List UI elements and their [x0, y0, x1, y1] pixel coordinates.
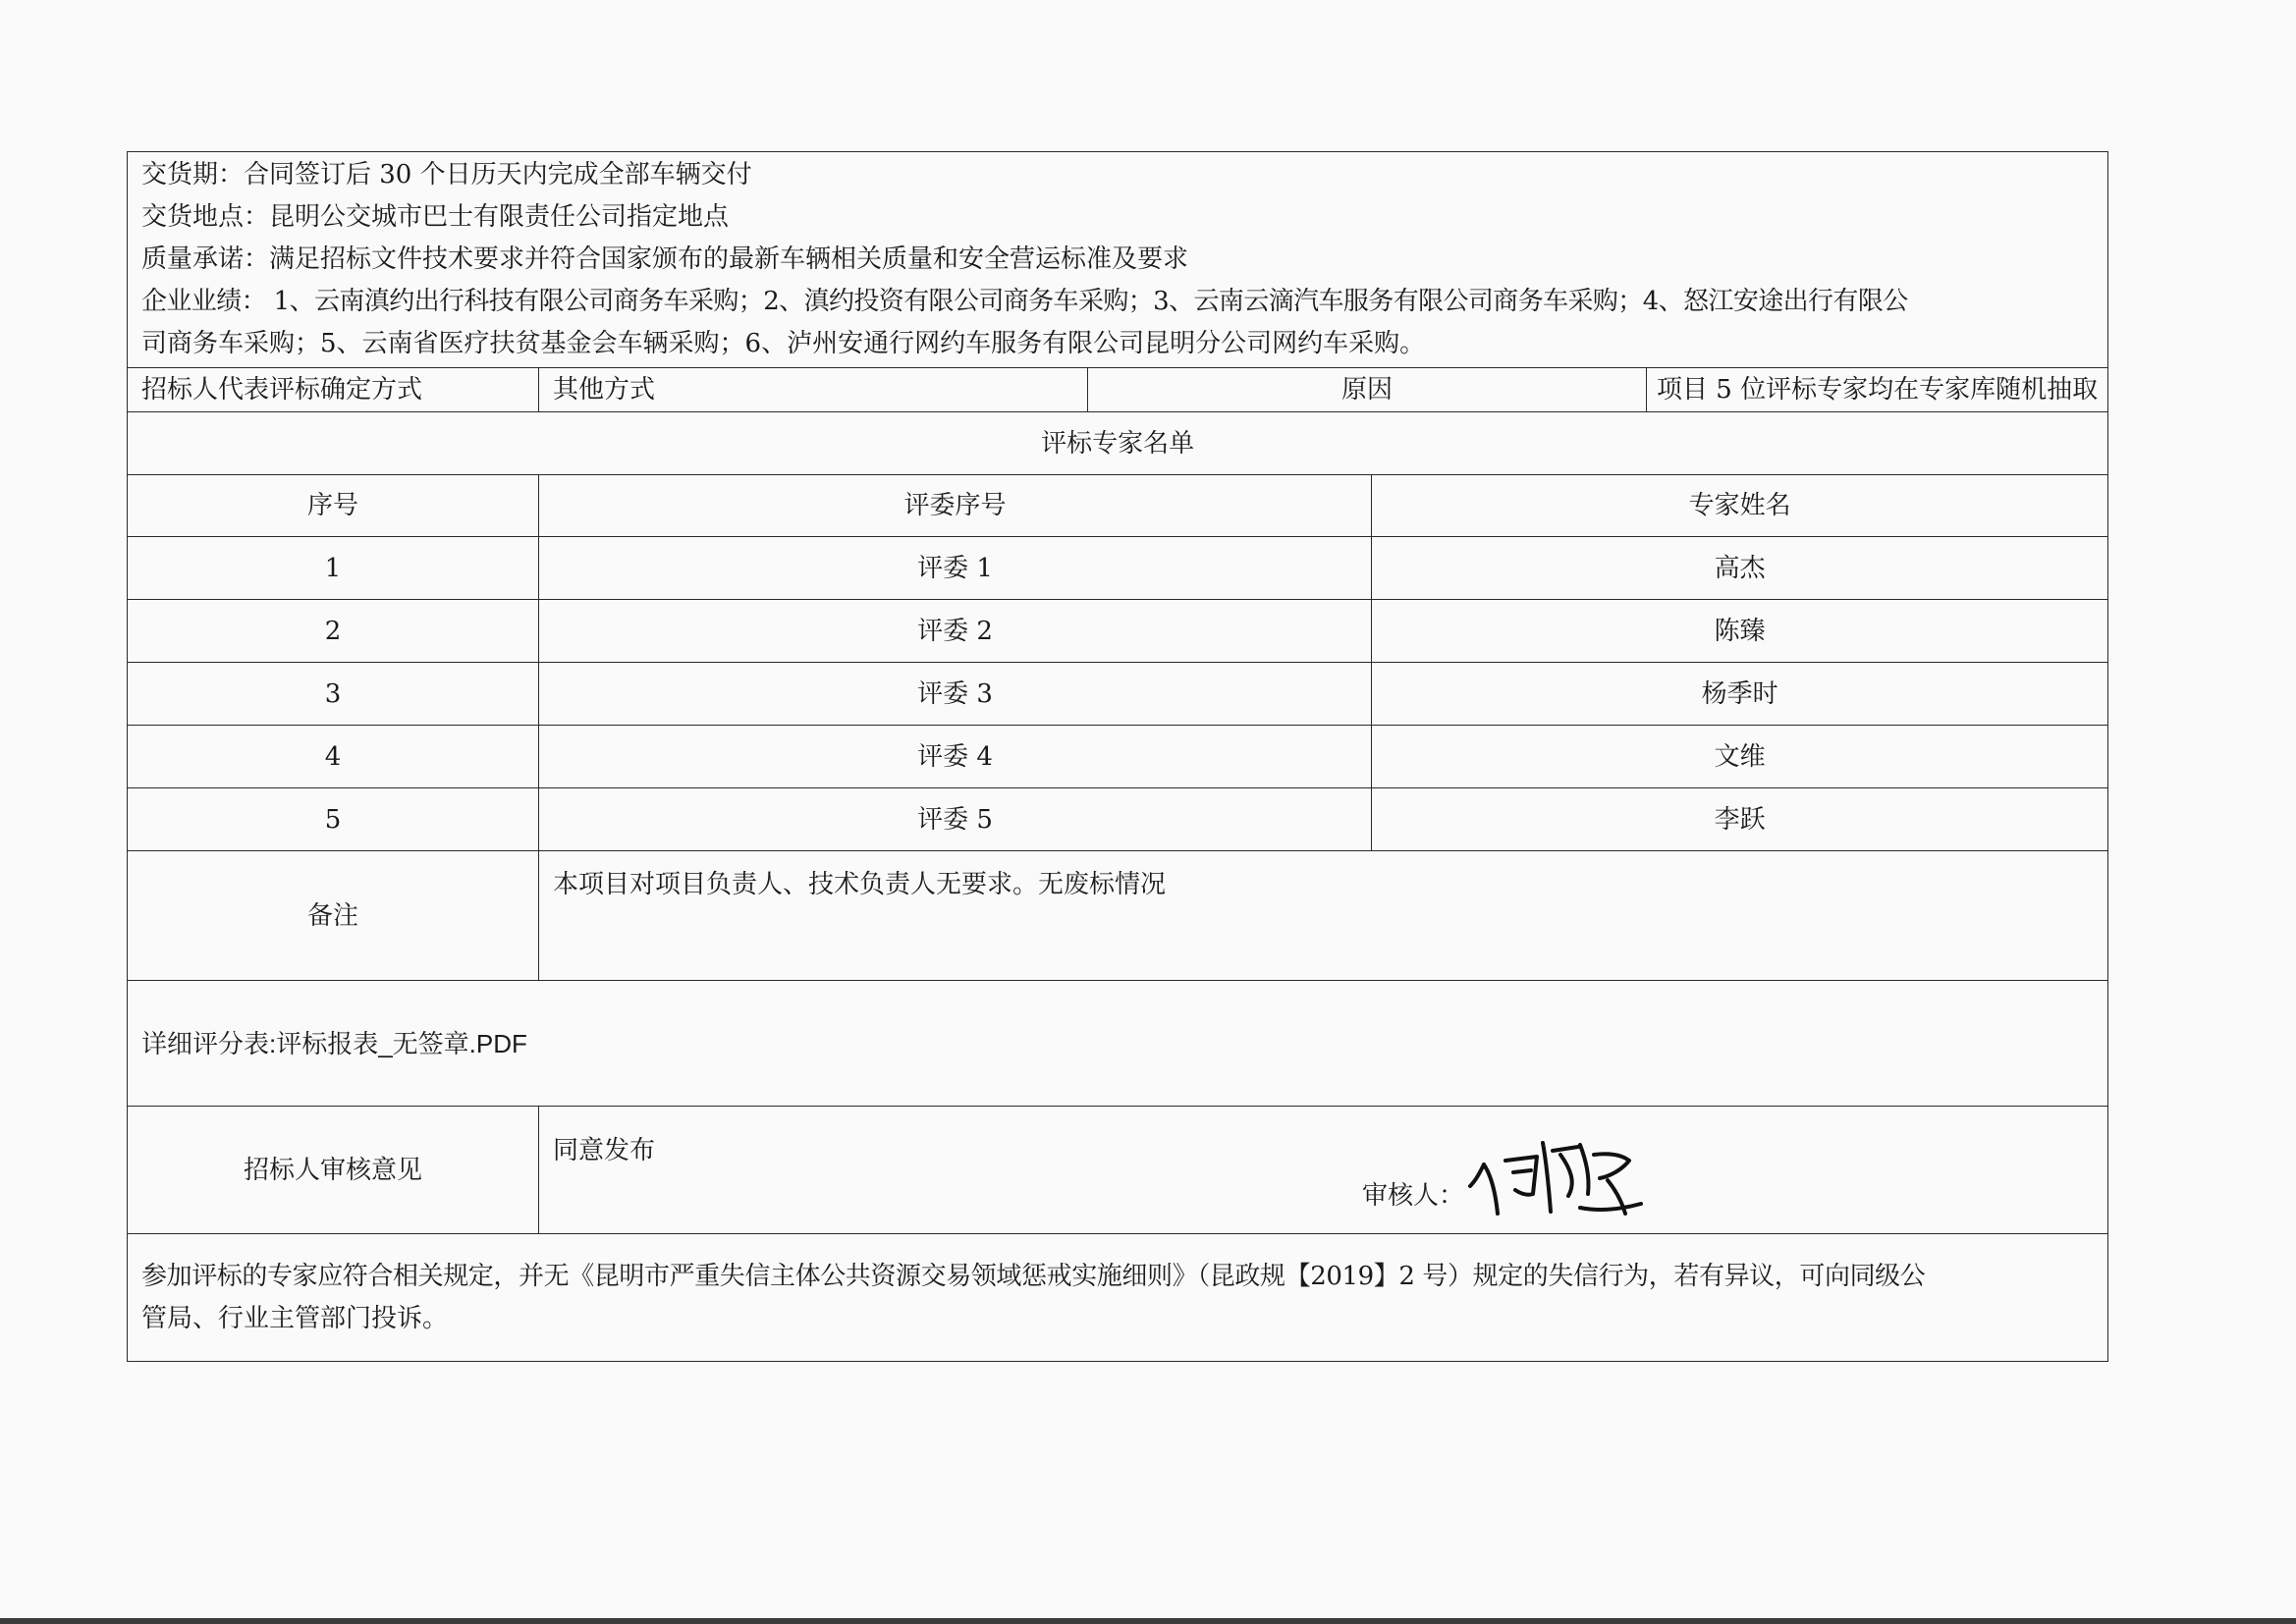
- remarks-row: [128, 851, 2108, 981]
- signature: [1462, 1125, 1659, 1223]
- method-value: 其他方式: [539, 368, 1088, 412]
- table-row: [128, 663, 2108, 726]
- expert-judge-no: 评委 3: [539, 663, 1372, 726]
- experts-title: 评标专家名单: [128, 412, 2108, 475]
- scan-edge: [0, 1618, 2296, 1624]
- expert-name: 杨季时: [1372, 663, 2108, 726]
- expert-name: 高杰: [1372, 537, 2108, 600]
- expert-index: 1: [128, 537, 539, 600]
- footer-cell: [128, 1234, 2108, 1362]
- expert-index: 4: [128, 726, 539, 788]
- info-row: [128, 152, 2108, 368]
- table-row: [128, 600, 2108, 663]
- quality-commitment: 质量承诺：满足招标文件技术要求并符合国家颁布的最新车辆相关质量和安全营运标准及要求: [141, 244, 1189, 274]
- table-row: [128, 726, 2108, 788]
- expert-name: 李跃: [1372, 788, 2108, 851]
- delivery-period: 交货期：合同签订后 30 个日历天内完成全部车辆交付: [141, 160, 752, 189]
- score-sheet-row: [128, 981, 2108, 1107]
- expert-judge-no: 评委 1: [539, 537, 1372, 600]
- bid-result-table: [127, 151, 2108, 1362]
- expert-judge-no: 评委 2: [539, 600, 1372, 663]
- table-row: [128, 788, 2108, 851]
- table-row: [128, 537, 2108, 600]
- footer-row: [128, 1234, 2108, 1362]
- review-label: 招标人审核意见: [128, 1107, 539, 1234]
- expert-name: 文维: [1372, 726, 2108, 788]
- header-index: 序号: [128, 475, 539, 537]
- review-row: [128, 1107, 2108, 1234]
- footer-line-1: 参加评标的专家应符合相关规定，并无《昆明市严重失信主体公共资源交易领域惩戒实施细则》（昆政规【2019】2 号）规定的失信行为，若有异议，可向同级公: [141, 1261, 1926, 1291]
- remarks-label: 备注: [128, 851, 539, 981]
- experts-header-row: [128, 475, 2108, 537]
- method-row: [128, 368, 2108, 412]
- expert-name: 陈臻: [1372, 600, 2108, 663]
- performance-line-1: 企业业绩： 1、云南滇约出行科技有限公司商务车采购；2、滇约投资有限公司商务车采购；3、云南云滴汽车服务有限公司商务车采购；4、怒江安途出行有限公: [141, 287, 1908, 316]
- expert-index: 5: [128, 788, 539, 851]
- header-judge-no: 评委序号: [539, 475, 1372, 537]
- expert-index: 2: [128, 600, 539, 663]
- review-cell: [539, 1107, 2108, 1234]
- reason-value: 项目 5 位评标专家均在专家库随机抽取: [1647, 368, 2108, 412]
- review-sign-area: [539, 1108, 2107, 1233]
- reason-label: 原因: [1088, 368, 1647, 412]
- remarks-value: 本项目对项目负责人、技术负责人无要求。无废标情况: [539, 851, 2108, 981]
- expert-judge-no: 评委 5: [539, 788, 1372, 851]
- review-opinion: 同意发布: [553, 1135, 656, 1165]
- expert-index: 3: [128, 663, 539, 726]
- experts-title-row: [128, 412, 2108, 475]
- reviewer-label: 审核人：: [1362, 1180, 1465, 1211]
- header-expert-name: 专家姓名: [1372, 475, 2108, 537]
- footer-line-2: 管局、行业主管部门投诉。: [141, 1303, 449, 1333]
- delivery-location: 交货地点：昆明公交城市巴士有限责任公司指定地点: [141, 202, 730, 232]
- info-cell: [128, 152, 2108, 368]
- performance-line-2: 司商务车采购；5、云南省医疗扶贫基金会车辆采购；6、泸州安通行网约车服务有限公司昆明分公司网约车采购。: [141, 329, 1426, 358]
- score-sheet-link[interactable]: 详细评分表:评标报表_无签章.PDF: [128, 981, 2108, 1107]
- method-label: 招标人代表评标确定方式: [128, 368, 539, 412]
- expert-judge-no: 评委 4: [539, 726, 1372, 788]
